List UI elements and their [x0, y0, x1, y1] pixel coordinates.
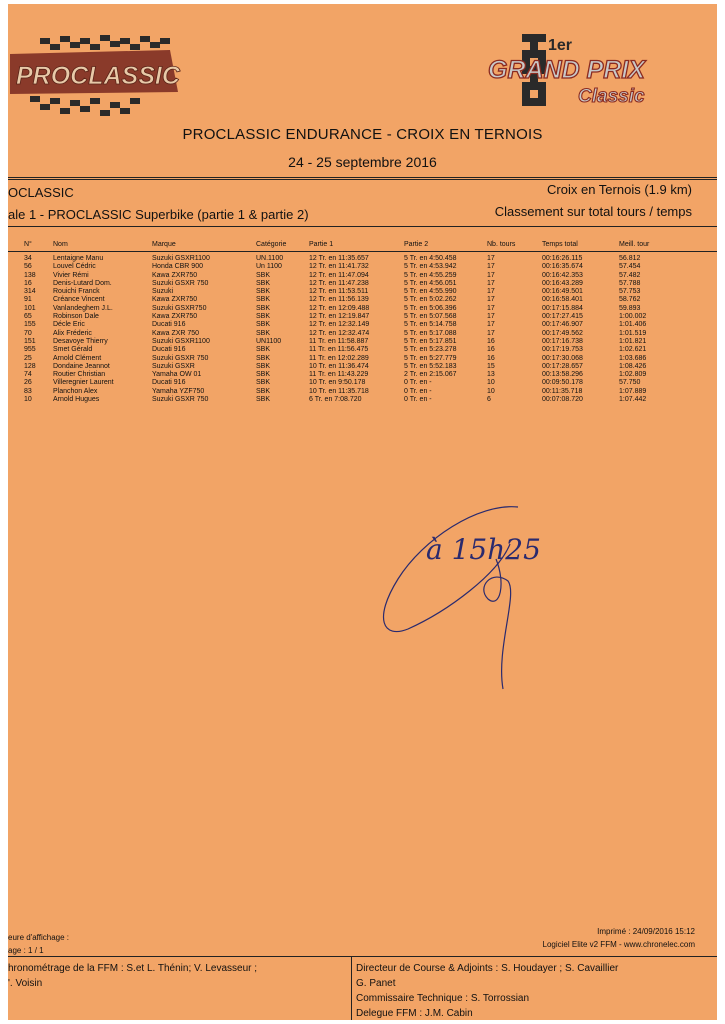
rider-name: Décle Eric: [53, 321, 85, 329]
rider-name: Villeregnier Laurent: [53, 379, 114, 387]
col-best-lap: Meill. tour: [619, 241, 650, 248]
total-time: 00:17:49.562: [542, 329, 583, 337]
table-row: [8, 313, 717, 321]
part1: 11 Tr. en 11:56.475: [309, 346, 369, 354]
columns-rule: [8, 251, 717, 252]
total-time: 00:16:49.501: [542, 288, 583, 296]
laps: 17: [487, 313, 495, 321]
bike-brand: Suzuki GSXR1100: [152, 337, 210, 345]
total-time: 00:16:26.115: [542, 255, 583, 262]
laps: 17: [487, 329, 495, 337]
rider-name: Desavoye Thierry: [53, 337, 108, 345]
part1: 12 Tr. en 11:35.657: [309, 255, 369, 262]
category: UN.1100: [256, 255, 284, 262]
table-row: [8, 338, 717, 346]
best-lap: 58.762: [619, 296, 641, 304]
total-time: 00:09:50.178: [542, 379, 583, 387]
officials-divider: [351, 957, 352, 1020]
rider-number: 10: [24, 396, 32, 404]
race-officials: [356, 961, 711, 1020]
category: SBK: [256, 329, 271, 337]
table-row: [8, 255, 717, 263]
part1: 11 Tr. en 11:43.229: [309, 371, 369, 379]
laps: 16: [487, 346, 495, 354]
bike-brand: Kawa ZXR750: [152, 313, 198, 321]
total-time: 00:16:43.289: [542, 279, 583, 287]
best-lap: 1:03.686: [619, 354, 647, 362]
header-top-rule: [8, 177, 717, 178]
grand-prix-logo: [488, 32, 688, 112]
table-row: [8, 280, 717, 288]
grand-prix-title: GRAND PRIX: [488, 56, 645, 84]
part2: 5 Tr. en 5:06.396: [404, 304, 457, 312]
rider-number: 16: [24, 279, 32, 287]
rider-number: 314: [24, 288, 36, 296]
best-lap: 1:07.442: [619, 396, 647, 404]
rider-name: Louvel Cédric: [53, 263, 96, 271]
bike-brand: Yamaha OW 01: [152, 371, 202, 379]
part1: 12 Tr. en 11:56.139: [309, 296, 369, 304]
part1: 12 Tr. en 12:32.149: [309, 321, 370, 329]
laps: 16: [487, 354, 495, 362]
laps: 10: [487, 387, 495, 395]
handwritten-time: à 15h25: [426, 533, 541, 566]
laps: 17: [487, 271, 495, 279]
part2: 5 Tr. en 5:17.851: [404, 337, 457, 345]
laps: 17: [487, 288, 495, 296]
total-time: 00:16:58.401: [542, 296, 583, 304]
part1: 12 Tr. en 12:32.474: [309, 329, 370, 337]
part2: 5 Tr. en 4:53.942: [404, 263, 457, 271]
bike-brand: Ducati 916: [152, 379, 186, 387]
category: SBK: [256, 346, 271, 354]
rider-number: 91: [24, 296, 32, 304]
laps: 17: [487, 263, 495, 271]
col-part2: Partie 2: [404, 241, 429, 248]
total-time: 00:17:27.415: [542, 313, 583, 321]
event-dates: 24 - 25 septembre 2016: [288, 154, 437, 170]
part1: 10 Tr. en 11:36.474: [309, 362, 369, 370]
best-lap: 57.454: [619, 263, 641, 271]
table-row: [8, 346, 717, 354]
software-credit: Logiciel Elite v2 FFM - www.chronelec.com: [542, 940, 695, 949]
circuit-name: Croix en Ternois (1.9 km): [547, 182, 692, 197]
bike-brand: Suzuki GSXR750: [152, 304, 207, 312]
col-category: Catégorie: [256, 241, 287, 248]
laps: 10: [487, 379, 495, 387]
header-top-rule-2: [8, 179, 717, 180]
best-lap: 1:00.002: [619, 313, 647, 321]
race-name: ale 1 - PROCLASSIC Superbike (partie 1 & partie 2): [8, 207, 309, 222]
rider-name: Vivier Rémi: [53, 271, 89, 279]
proclassic-logo-text: PROCLASSIC: [16, 62, 180, 90]
best-lap: 1:01.406: [619, 321, 647, 329]
director-line: Directeur de Course & Adjoints : S. Houdayer ; S. Cavaillier: [356, 963, 619, 974]
total-time: 00:16:35.674: [542, 263, 583, 271]
rider-number: 955: [24, 346, 36, 354]
rider-number: 26: [24, 379, 32, 387]
part2: 5 Tr. en 4:50.458: [404, 255, 457, 262]
laps: 17: [487, 279, 495, 287]
part1: 12 Tr. en 11:47.238: [309, 279, 369, 287]
timing-line-1: hronométrage de la FFM : S.et L. Thénin; V. Levasseur ;: [8, 963, 258, 974]
part1: 12 Tr. en 11:41.732: [309, 263, 369, 271]
part1: 10 Tr. en 9:50.178: [309, 379, 366, 387]
best-lap: 1:08.426: [619, 362, 647, 370]
part1: 12 Tr. en 11:53.511: [309, 288, 369, 296]
table-row: [8, 379, 717, 387]
rider-number: 70: [24, 329, 32, 337]
display-time-label: eure d'affichage :: [8, 933, 69, 942]
bike-brand: Kawa ZXR750: [152, 271, 198, 279]
bike-brand: Yamaha YZF750: [152, 387, 205, 395]
best-lap: 1:07.889: [619, 387, 647, 395]
rider-name: Dondaine Jeannot: [53, 362, 110, 370]
bike-brand: Ducati 916: [152, 321, 186, 329]
part2: 0 Tr. en -: [404, 387, 432, 395]
bike-brand: Ducati 916: [152, 346, 186, 354]
total-time: 00:17:46.907: [542, 321, 583, 329]
proclassic-logo: [10, 32, 182, 122]
rider-number: 25: [24, 354, 32, 362]
category: SBK: [256, 313, 271, 321]
total-time: 00:17:16.738: [542, 337, 583, 345]
timing-officials: [8, 961, 348, 991]
part2: 5 Tr. en 4:55.990: [404, 288, 457, 296]
rider-number: 65: [24, 313, 32, 321]
rider-name: Planchon Alex: [53, 387, 98, 395]
rider-name: Arnold Clément: [53, 354, 102, 362]
part2: 5 Tr. en 5:23.278: [404, 346, 457, 354]
category: SBK: [256, 371, 271, 379]
part2: 0 Tr. en -: [404, 396, 432, 404]
delegate-line: Delegue FFM : J.M. Cabin: [356, 1008, 473, 1019]
officials-box: [8, 956, 717, 1020]
best-lap: 56.812: [619, 255, 641, 262]
part2: 5 Tr. en 5:07.568: [404, 313, 457, 321]
header-bottom-rule: [8, 226, 717, 227]
category: SBK: [256, 279, 271, 287]
printed-timestamp: Imprimé : 24/09/2016 15:12: [597, 927, 695, 936]
rider-number: 101: [24, 304, 36, 312]
total-time: 00:07:08.720: [542, 396, 583, 404]
part2: 5 Tr. en 5:52.183: [404, 362, 457, 370]
part2: 5 Tr. en 4:56.051: [404, 279, 457, 287]
laps: 15: [487, 362, 495, 370]
laps: 17: [487, 255, 495, 262]
part1: 12 Tr. en 11:47.094: [309, 271, 369, 279]
part2: 0 Tr. en -: [404, 379, 432, 387]
category: SBK: [256, 379, 271, 387]
bike-brand: Suzuki GSXR1100: [152, 255, 210, 262]
part1: 11 Tr. en 12:02.289: [309, 354, 369, 362]
bike-brand: Suzuki GSXR 750: [152, 279, 209, 287]
part1: 6 Tr. en 7:08.720: [309, 396, 362, 404]
event-title: PROCLASSIC ENDURANCE - CROIX EN TERNOIS: [182, 126, 543, 143]
bike-brand: Honda CBR 900: [152, 263, 203, 271]
rider-number: 74: [24, 371, 32, 379]
bike-brand: Suzuki GSXR 750: [152, 396, 209, 404]
best-lap: 57.482: [619, 271, 641, 279]
handwritten-signature: [368, 499, 608, 709]
best-lap: 1:02.809: [619, 371, 647, 379]
category: SBK: [256, 271, 271, 279]
col-part1: Partie 1: [309, 241, 334, 248]
category: SBK: [256, 362, 271, 370]
series-name: OCLASSIC: [8, 185, 74, 200]
category: SBK: [256, 387, 271, 395]
laps: 13: [487, 371, 495, 379]
table-row: [8, 288, 717, 296]
category: SBK: [256, 304, 271, 312]
laps: 6: [487, 396, 491, 404]
best-lap: 57.750: [619, 379, 641, 387]
results-table: [8, 255, 717, 404]
category: SBK: [256, 296, 271, 304]
technical-line: Commissaire Technique : S. Torrossian: [356, 993, 530, 1004]
rider-name: Rouichi Franck: [53, 288, 100, 296]
total-time: 00:17:30.068: [542, 354, 583, 362]
part2: 5 Tr. en 4:55.259: [404, 271, 457, 279]
part2: 5 Tr. en 5:27.779: [404, 354, 457, 362]
timing-line-2: '. Voisin: [8, 978, 43, 989]
rider-number: 151: [24, 337, 36, 345]
rider-number: 128: [24, 362, 36, 370]
grand-prix-classic: Classic: [578, 86, 645, 107]
col-brand: Marque: [152, 241, 176, 248]
rider-name: Smet Gérald: [53, 346, 93, 354]
rider-number: 56: [24, 263, 32, 271]
laps: 17: [487, 321, 495, 329]
total-time: 00:11:35.718: [542, 387, 583, 395]
ranking-type: Classement sur total tours / temps: [494, 204, 692, 219]
page-count: age : 1 / 1: [8, 946, 44, 955]
table-row: [8, 272, 717, 280]
total-time: 00:17:15.884: [542, 304, 583, 312]
rider-name: Alix Fréderic: [53, 329, 92, 337]
bike-brand: Kawa ZXR750: [152, 296, 198, 304]
part1: 12 Tr. en 12:09.488: [309, 304, 370, 312]
best-lap: 59.893: [619, 304, 641, 312]
part1: 10 Tr. en 11:35.718: [309, 387, 369, 395]
category: SBK: [256, 321, 271, 329]
best-lap: 1:01.519: [619, 329, 647, 337]
best-lap: 1:02.621: [619, 346, 647, 354]
table-row: [8, 355, 717, 363]
total-time: 00:17:28.657: [542, 362, 583, 370]
col-number: N°: [24, 241, 32, 248]
part2: 2 Tr. en 2:15.067: [404, 371, 457, 379]
col-name: Nom: [53, 241, 68, 248]
bike-brand: Kawa ZXR 750: [152, 329, 200, 337]
laps: 17: [487, 296, 495, 304]
director-line-2: G. Panet: [356, 978, 396, 989]
col-laps: Nb. tours: [487, 241, 516, 248]
total-time: 00:13:58.296: [542, 371, 583, 379]
rider-number: 83: [24, 387, 32, 395]
best-lap: 57.753: [619, 288, 641, 296]
table-row: [8, 263, 717, 271]
part2: 5 Tr. en 5:17.088: [404, 329, 457, 337]
table-row: [8, 388, 717, 396]
results-column-headers: [8, 241, 717, 251]
rider-name: Arnold Hugues: [53, 396, 100, 404]
table-row: [8, 296, 717, 304]
results-sheet: [8, 4, 717, 1020]
total-time: 00:16:42.353: [542, 271, 583, 279]
rider-name: Lentaigne Manu: [53, 255, 104, 262]
total-time: 00:17:19.753: [542, 346, 583, 354]
rider-name: Robinson Dale: [53, 313, 99, 321]
best-lap: 1:01.821: [619, 337, 647, 345]
rider-name: Créance Vincent: [53, 296, 105, 304]
part1: 11 Tr. en 11:58.887: [309, 337, 369, 345]
bike-brand: Suzuki: [152, 288, 174, 296]
rider-number: 155: [24, 321, 36, 329]
part2: 5 Tr. en 5:02.262: [404, 296, 457, 304]
bike-brand: Suzuki GSXR: [152, 362, 195, 370]
table-row: [8, 363, 717, 371]
table-row: [8, 305, 717, 313]
col-total-time: Temps total: [542, 241, 578, 248]
category: SBK: [256, 288, 271, 296]
category: Un 1100: [256, 263, 282, 271]
rider-name: Routier Christian: [53, 371, 106, 379]
table-row: [8, 371, 717, 379]
laps: 17: [487, 304, 495, 312]
category: UN1100: [256, 337, 282, 345]
grand-prix-1er: 1er: [548, 37, 573, 54]
category: SBK: [256, 354, 271, 362]
rider-name: Denis-Lutard Dom.: [53, 279, 112, 287]
table-row: [8, 396, 717, 404]
rider-number: 34: [24, 255, 32, 262]
part2: 5 Tr. en 5:14.758: [404, 321, 457, 329]
part1: 12 Tr. en 12:19.847: [309, 313, 370, 321]
bike-brand: Suzuki GSXR 750: [152, 354, 209, 362]
rider-number: 138: [24, 271, 36, 279]
laps: 16: [487, 337, 495, 345]
rider-name: Vanlandeghem J.L.: [53, 304, 113, 312]
table-row: [8, 330, 717, 338]
category: SBK: [256, 396, 271, 404]
table-row: [8, 321, 717, 329]
best-lap: 57.788: [619, 279, 641, 287]
